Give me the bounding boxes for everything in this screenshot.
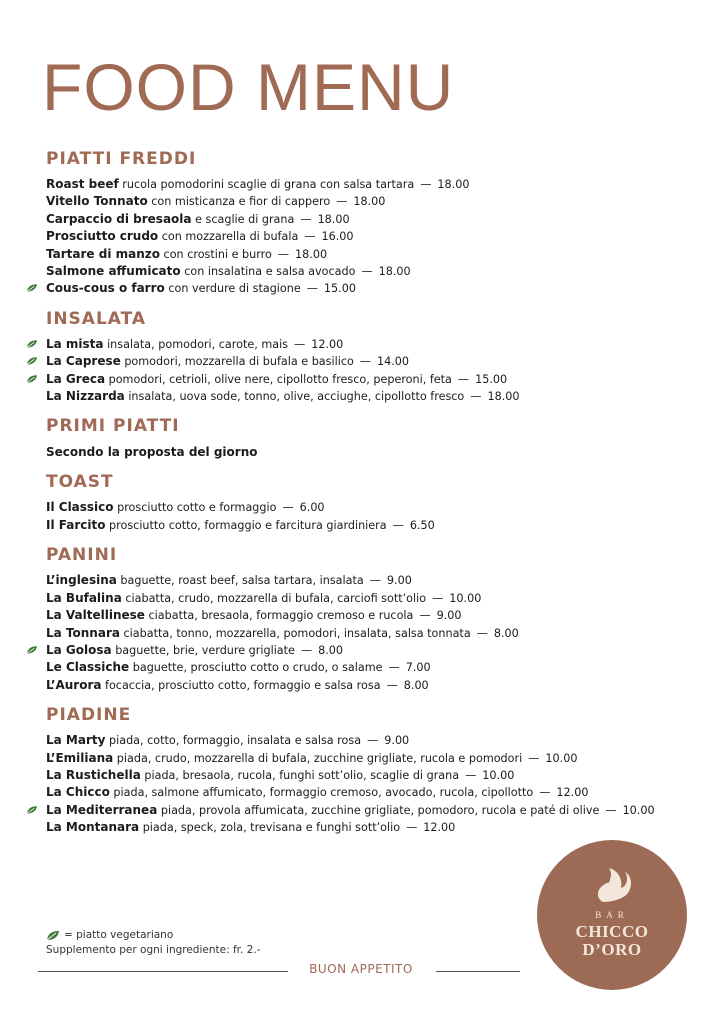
item-name: Roast beef xyxy=(46,177,119,191)
section-title: TOAST xyxy=(46,472,114,493)
menu-item xyxy=(46,767,724,784)
price-separator: — xyxy=(306,282,318,296)
price-separator: — xyxy=(476,626,488,640)
item-name: La Nizzarda xyxy=(46,389,125,404)
menu-section xyxy=(0,704,724,836)
bar-chicco-doro-logo xyxy=(537,840,687,990)
closing-text: BUON APPETITO xyxy=(309,962,413,976)
item-name: La Greca xyxy=(46,371,106,386)
price-separator: — xyxy=(528,751,540,765)
leaf-icon xyxy=(26,374,38,384)
item-name: La Golosa xyxy=(46,642,112,657)
menu-item xyxy=(46,572,724,589)
item-price: 6.00 xyxy=(299,501,325,515)
leaf-icon xyxy=(26,645,38,655)
item-description: piada, cotto, formaggio, insalata e salsa rosa xyxy=(109,734,362,748)
item-name: La Tonnara xyxy=(46,625,120,640)
item-price: 6.50 xyxy=(409,518,435,532)
price-separator: — xyxy=(420,178,432,191)
price-separator: — xyxy=(359,355,371,369)
section-title: INSALATA xyxy=(46,308,147,329)
logo-name-line1: CHICCO xyxy=(575,922,649,941)
price-separator: — xyxy=(419,609,431,623)
menu-item xyxy=(46,642,724,659)
menu-item xyxy=(46,590,724,607)
price-separator: — xyxy=(457,372,470,386)
price-separator: — xyxy=(432,591,444,605)
menu-item xyxy=(46,677,724,694)
item-price: 12.00 xyxy=(423,821,456,835)
item-name: La Rustichella xyxy=(46,767,141,782)
item-price: 18.00 xyxy=(487,390,520,404)
item-price: 10.00 xyxy=(545,751,578,765)
item-price: 10.00 xyxy=(622,803,655,817)
item-name: Le Classiche xyxy=(46,660,130,675)
menu-item xyxy=(46,263,724,280)
item-price: 15.00 xyxy=(475,372,508,386)
menu-item xyxy=(46,659,724,676)
item-description: focaccia, prosciutto cotto, formaggio e salsa rosa xyxy=(105,678,381,692)
menu-item xyxy=(46,246,724,263)
item-description: con mozzarella di bufala xyxy=(161,230,299,244)
leaf-icon xyxy=(26,805,38,815)
price-separator: — xyxy=(539,786,551,800)
item-name: Cous-cous o farro xyxy=(46,281,165,296)
item-price: 9.00 xyxy=(386,574,412,588)
item-name: La Bufalina xyxy=(46,590,122,605)
price-separator: — xyxy=(300,643,313,657)
item-name: La Caprese xyxy=(46,354,121,369)
item-price: 8.00 xyxy=(403,678,429,692)
item-description: piada, speck, zola, trevisana e funghi sott’olio xyxy=(142,821,401,835)
price-separator: — xyxy=(406,821,418,835)
price-separator: — xyxy=(304,230,316,244)
item-description: prosciutto cotto, formaggio e farcitura giardiniera xyxy=(109,518,387,532)
item-description: con insalatina e salsa avocado xyxy=(184,265,356,279)
item-name: L’inglesina xyxy=(46,573,117,588)
item-name: Tartare di manzo xyxy=(46,246,160,261)
price-separator: — xyxy=(369,574,381,588)
item-description: prosciutto cotto e formaggio xyxy=(117,501,277,515)
divider-left xyxy=(38,971,288,972)
item-name: La mista xyxy=(46,336,104,351)
item-name: Vitello Tonnato xyxy=(46,194,148,209)
price-separator: — xyxy=(470,390,482,404)
section-title: PRIMI PIATTI xyxy=(46,416,180,437)
item-description: piada, salmone affumicato, formaggio cremoso, avocado, rucola, cipollotto xyxy=(113,786,534,800)
item-description: ciabatta, bresaola, formaggio cremoso e rucola xyxy=(148,609,414,623)
menu-item xyxy=(46,499,724,516)
leaf-icon xyxy=(26,356,38,366)
menu-item xyxy=(46,784,724,801)
item-price: 8.00 xyxy=(318,643,344,657)
price-separator: — xyxy=(392,518,404,532)
section-title: PANINI xyxy=(46,545,118,566)
logo-name xyxy=(537,923,687,959)
menu-item xyxy=(46,625,724,642)
item-description: con verdure di stagione xyxy=(168,282,301,296)
item-name: L’Aurora xyxy=(46,677,102,692)
item-name: Prosciutto crudo xyxy=(46,229,159,244)
footnote xyxy=(46,928,261,958)
price-separator: — xyxy=(336,195,348,209)
menu-sections xyxy=(0,148,724,847)
divider-right xyxy=(436,971,520,972)
menu-item xyxy=(46,336,724,353)
section-note: Secondo la proposta del giorno xyxy=(46,445,258,460)
item-price: 7.00 xyxy=(405,661,431,675)
item-description: piada, crudo, mozzarella di bufala, zucchine grigliate, rucola e pomodori xyxy=(116,751,523,765)
item-description: piada, provola affumicata, zucchine grigliate, pomodoro, rucola e paté di olive xyxy=(160,803,600,817)
item-price: 12.00 xyxy=(556,786,589,800)
price-separator: — xyxy=(277,247,290,261)
item-price: 8.00 xyxy=(493,626,519,640)
item-price: 10.00 xyxy=(449,591,482,605)
menu-item xyxy=(46,176,724,193)
price-separator: — xyxy=(282,501,294,515)
item-price: 16.00 xyxy=(321,230,354,244)
item-price: 12.00 xyxy=(311,337,344,351)
price-separator: — xyxy=(388,661,400,675)
item-name: Il Classico xyxy=(46,500,114,515)
leaf-icon xyxy=(46,930,60,941)
item-description: ciabatta, crudo, mozzarella di bufala, carciofi sott’olio xyxy=(125,591,427,605)
menu-section xyxy=(0,415,724,461)
price-separator: — xyxy=(367,734,379,748)
menu-item xyxy=(46,211,724,228)
menu-section xyxy=(0,308,724,406)
section-title: PIATTI FREDDI xyxy=(46,149,197,169)
leaf-icon xyxy=(26,283,38,293)
price-separator: — xyxy=(361,265,373,279)
price-separator: — xyxy=(300,212,312,226)
price-separator: — xyxy=(386,678,398,692)
item-name: La Mediterranea xyxy=(46,802,158,817)
item-name: La Valtellinese xyxy=(46,608,145,623)
menu-item xyxy=(46,353,724,370)
item-description: ciabatta, tonno, mozzarella, pomodori, insalata, salsa tonnata xyxy=(123,626,471,640)
item-price: 18.00 xyxy=(295,247,328,261)
menu-item xyxy=(46,388,724,405)
item-name: La Marty xyxy=(46,733,106,748)
item-description: con misticanza e fior di cappero xyxy=(151,195,331,209)
item-name: Salmone affumicato xyxy=(46,264,181,279)
item-description: baguette, roast beef, salsa tartara, insalata xyxy=(120,574,364,588)
menu-item xyxy=(46,750,724,767)
veg-legend-text: = piatto vegetariano xyxy=(64,929,174,941)
item-description: con crostini e burro xyxy=(163,247,272,261)
menu-item xyxy=(46,193,724,210)
item-name: L’Emiliana xyxy=(46,750,114,765)
item-name: La Montanara xyxy=(46,820,140,835)
logo-bar-text: BAR xyxy=(595,910,629,920)
item-price: 14.00 xyxy=(377,355,410,369)
item-description: piada, bresaola, rucola, funghi sott’olio, scaglie di grana xyxy=(144,768,460,782)
menu-item xyxy=(46,802,724,819)
item-description: pomodori, mozzarella di bufala e basilico xyxy=(124,355,354,369)
menu-item xyxy=(46,819,724,836)
item-price: 9.00 xyxy=(436,609,462,623)
menu-item xyxy=(46,607,724,624)
price-separator: — xyxy=(465,768,477,782)
item-description: insalata, pomodori, carote, mais xyxy=(107,337,289,351)
menu-item xyxy=(46,732,724,749)
item-description: rucola pomodorini scaglie di grana con salsa tartara xyxy=(122,178,415,191)
item-price: 18.00 xyxy=(378,265,411,279)
item-description: baguette, brie, verdure grigliate xyxy=(115,643,295,657)
item-description: e scaglie di grana xyxy=(195,212,295,226)
item-name: Il Farcito xyxy=(46,517,106,532)
item-price: 18.00 xyxy=(317,212,350,226)
menu-section xyxy=(0,471,724,534)
item-price: 18.00 xyxy=(437,178,470,191)
price-separator: — xyxy=(605,803,617,817)
page-title: FOOD MENU xyxy=(42,50,455,124)
item-price: 18.00 xyxy=(353,195,386,209)
menu-section xyxy=(0,148,724,298)
menu-item xyxy=(46,371,724,388)
section-title: PIADINE xyxy=(46,705,132,726)
veg-legend xyxy=(46,928,261,943)
leaf-icon xyxy=(26,339,38,349)
item-description: baguette, prosciutto cotto o crudo, o salame xyxy=(132,661,383,675)
item-description: insalata, uova sode, tonno, olive, acciughe, cipollotto fresco xyxy=(128,390,465,404)
menu-item xyxy=(46,280,724,297)
item-price: 10.00 xyxy=(482,768,515,782)
menu-section xyxy=(0,544,724,694)
supplement-note: Supplemento per ogni ingrediente: fr. 2.- xyxy=(46,944,261,956)
item-description: pomodori, cetrioli, olive nere, cipollotto fresco, peperoni, feta xyxy=(108,372,452,386)
menu-item xyxy=(46,228,724,245)
price-separator: — xyxy=(294,337,306,351)
item-name: La Chicco xyxy=(46,785,110,800)
item-price: 15.00 xyxy=(323,282,356,296)
logo-name-line2: D’ORO xyxy=(582,940,642,959)
menu-item xyxy=(46,517,724,534)
item-price: 9.00 xyxy=(384,734,410,748)
item-name: Carpaccio di bresaola xyxy=(46,211,192,226)
